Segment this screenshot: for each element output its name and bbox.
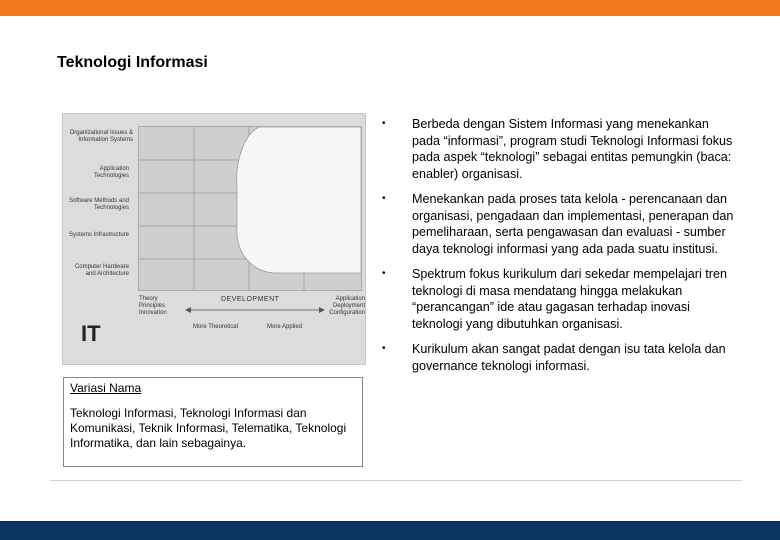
bullet-text: Spektrum fokus kurikulum dari sekedar mempelajari tren teknologi di masa mendatang hingga melakukan “perancangan” ide atau gagasan terhadap inovasi teknologi yang dibutuhkan organisasi. <box>412 267 727 331</box>
row-label-org-issues: Organizational Issues & Information Systems <box>69 130 133 143</box>
bullet-dot-icon: • <box>382 343 386 354</box>
slide-title: Teknologi Informasi <box>57 54 208 71</box>
row-label-computer-hardware: Computer Hardware and Architecture <box>74 264 129 277</box>
more-theoretical-label: More Theoretical <box>193 324 238 330</box>
bullet-text: Kurikulum akan sangat padat dengan isu tata kelola dan governance teknologi informasi. <box>412 342 726 373</box>
bullet-dot-icon: • <box>382 268 386 279</box>
row-label-application-tech: Application Technologies <box>93 166 129 179</box>
bullet-item <box>380 341 740 374</box>
it-discipline-figure <box>62 113 366 365</box>
axis-left-label: Theory Principles Innovation <box>139 296 167 316</box>
bottom-accent-bar <box>0 521 780 540</box>
row-label-systems-infra: Systems Infrastructure <box>68 232 129 238</box>
axis-center-label: DEVELOPMENT <box>221 296 280 303</box>
axis-right-label: Application Deployment Configuration <box>329 296 365 316</box>
grid-drawing <box>139 127 361 290</box>
bullet-item <box>380 266 740 332</box>
bullet-text: Menekankan pada proses tata kelola - perencanaan dan organisasi, pengadaan dan implementasi, penerapan dan pemeliharaan, serta pengawasan dan evaluasi - sumber daya teknologi informasi yang ada pada suatu institusi. <box>412 192 734 256</box>
bullet-text: Berbeda dengan Sistem Informasi yang menekankan pada “informasi”, program studi Teknologi Informasi fokus pada aspek “teknologi” sebagai entitas pemungkin (baca: enabler) organisasi. <box>412 117 733 181</box>
variasi-title: Variasi Nama <box>70 381 142 395</box>
bullet-dot-icon: • <box>382 193 386 204</box>
discipline-grid <box>138 126 362 291</box>
it-label: IT <box>81 321 101 346</box>
footer-divider <box>50 480 742 481</box>
it-focus-region <box>237 127 361 273</box>
bullet-item <box>380 191 740 257</box>
axis-arrow <box>185 305 325 315</box>
row-label-software-methods: Software Methods and Technologies <box>68 198 129 211</box>
bullet-dot-icon: • <box>382 118 386 129</box>
top-accent-bar <box>0 0 780 16</box>
variasi-nama-box <box>63 377 363 467</box>
bullet-item <box>380 116 740 182</box>
variasi-text: Teknologi Informasi, Teknologi Informasi dan Komunikasi, Teknik Informasi, Telematika, Teknologi Informatika, dan lain sebagainya. <box>70 406 347 450</box>
bullet-list <box>380 116 740 383</box>
more-applied-label: More Applied <box>267 324 303 330</box>
